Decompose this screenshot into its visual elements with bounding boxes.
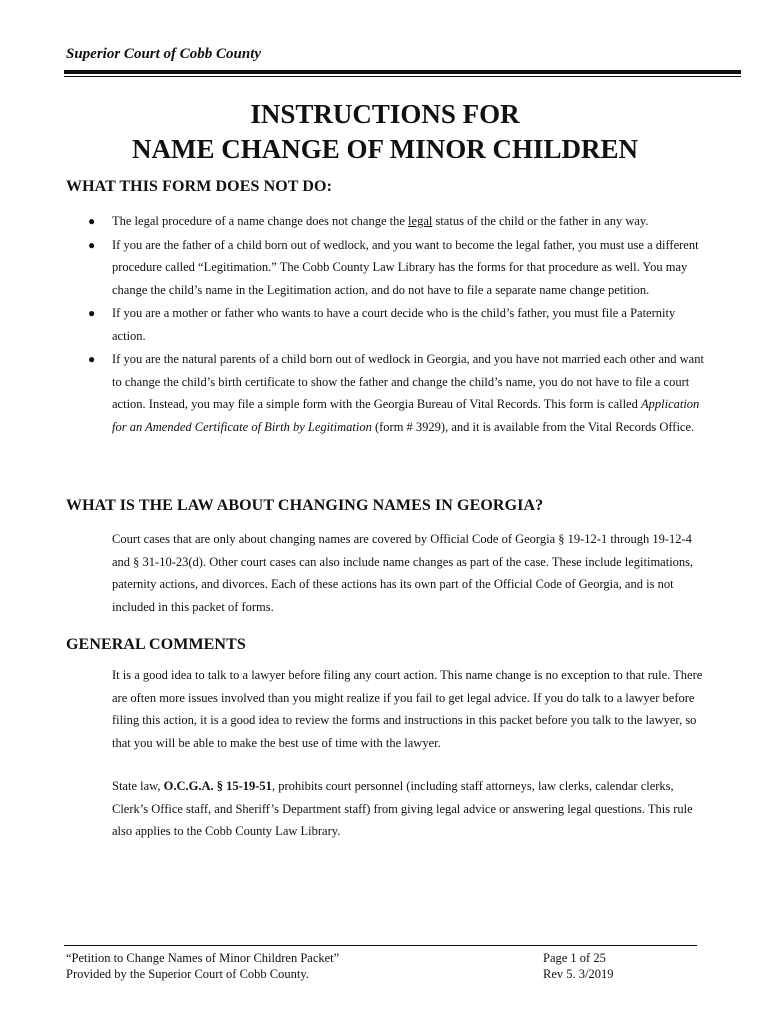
bullet-icon: ●	[88, 237, 96, 252]
list-item	[66, 302, 706, 347]
footer-page-number: Page 1 of 25	[543, 951, 606, 965]
bullet4-text-pre: If you are the natural parents of a child born out of wedlock in Georgia, and you have not married each other and want to change the child’s birth certificate to show the father and change the child’s name, you do not have to file a court action. Instead, you may file a simple form with the Georgia Bureau of Vital Records. This form is called	[112, 352, 704, 411]
header-rule-thick	[64, 70, 741, 74]
footer-rule	[64, 945, 697, 946]
state-law-paragraph	[112, 775, 710, 843]
list-item	[66, 348, 706, 438]
bullet1-text-pre: The legal procedure of a name change does not change the	[112, 214, 409, 228]
bullet-icon: ●	[88, 306, 96, 320]
list-item	[66, 234, 706, 302]
bullet2-text: If you are the father of a child born out of wedlock, and you want to become the legal father, you must use a different procedure called “Legitimation.” The Cobb County Law Library has the forms for that procedure as well. You may change the child’s name in the Legitimation action, and do not have to file a separate name change petition.	[112, 237, 699, 297]
page-title-line1: INSTRUCTIONS FOR	[250, 99, 520, 129]
statute-citation: O.C.G.A. § 15-19-51	[163, 779, 272, 793]
court-name-header: Superior Court of Cobb County	[66, 46, 262, 62]
footer-provided-by: Provided by the Superior Court of Cobb County.	[66, 967, 309, 981]
section-heading-general-comments: GENERAL COMMENTS	[66, 636, 246, 653]
page-title-line2: NAME CHANGE OF MINOR CHILDREN	[132, 134, 638, 164]
footer-packet-title: “Petition to Change Names of Minor Children Packet”	[66, 951, 340, 965]
list-item	[66, 210, 706, 233]
footer-left	[66, 950, 339, 982]
bullet-icon: ●	[88, 214, 96, 228]
bullet3-text: If you are a mother or father who wants to have a court decide who is the child’s father, you must file a Paternity action.	[112, 306, 676, 343]
bullet1-text-post: status of the child or the father in any way.	[432, 214, 649, 228]
form-limits-list	[66, 210, 706, 439]
section-heading-law: WHAT IS THE LAW ABOUT CHANGING NAMES IN GEORGIA?	[66, 497, 544, 514]
section-heading-form-limits: WHAT THIS FORM DOES NOT DO:	[66, 178, 333, 195]
general-comments-paragraph: It is a good idea to talk to a lawyer before filing any court action. This name change is no exception to that rule. There are often more issues involved than you might realize if you fail to get legal advice. If you do talk to a lawyer before filing this action, it is a good idea to review the forms and instructions in this packet before you talk to the lawyer, so that you will be able to make the best use of time with the lawyer.	[112, 668, 703, 750]
header-rule-thin	[64, 76, 741, 77]
bullet4-form-title: Application for an Amended Certificate of Birth by Legitimation	[112, 397, 700, 434]
bullet1-underlined-word: legal	[408, 214, 433, 228]
law-paragraph: Court cases that are only about changing names are covered by Official Code of Georgia § 19-12-1 through 19-12-4 and § 31-10-23(d). Other court cases can also include name changes as part of the case. These include legitimations, paternity actions, and divorces. Each of these actions has its own part of the Official Code of Georgia, and is not included in this packet of forms.	[112, 532, 694, 614]
footer-right	[543, 950, 613, 982]
footer-revision: Rev 5. 3/2019	[543, 967, 614, 981]
state-law-post: , prohibits court personnel (including staff attorneys, law clerks, calendar clerks, Clerk’s Office staff, and Sheriff’s Department staff) from giving legal advice or answering legal questions. This rule also applies to the Cobb County Law Library.	[112, 779, 693, 838]
bullet-icon: ●	[88, 352, 96, 366]
bullet4-text-post: (form # 3929), and it is available from the Vital Records Office.	[371, 419, 695, 434]
state-law-pre: State law,	[112, 779, 164, 793]
